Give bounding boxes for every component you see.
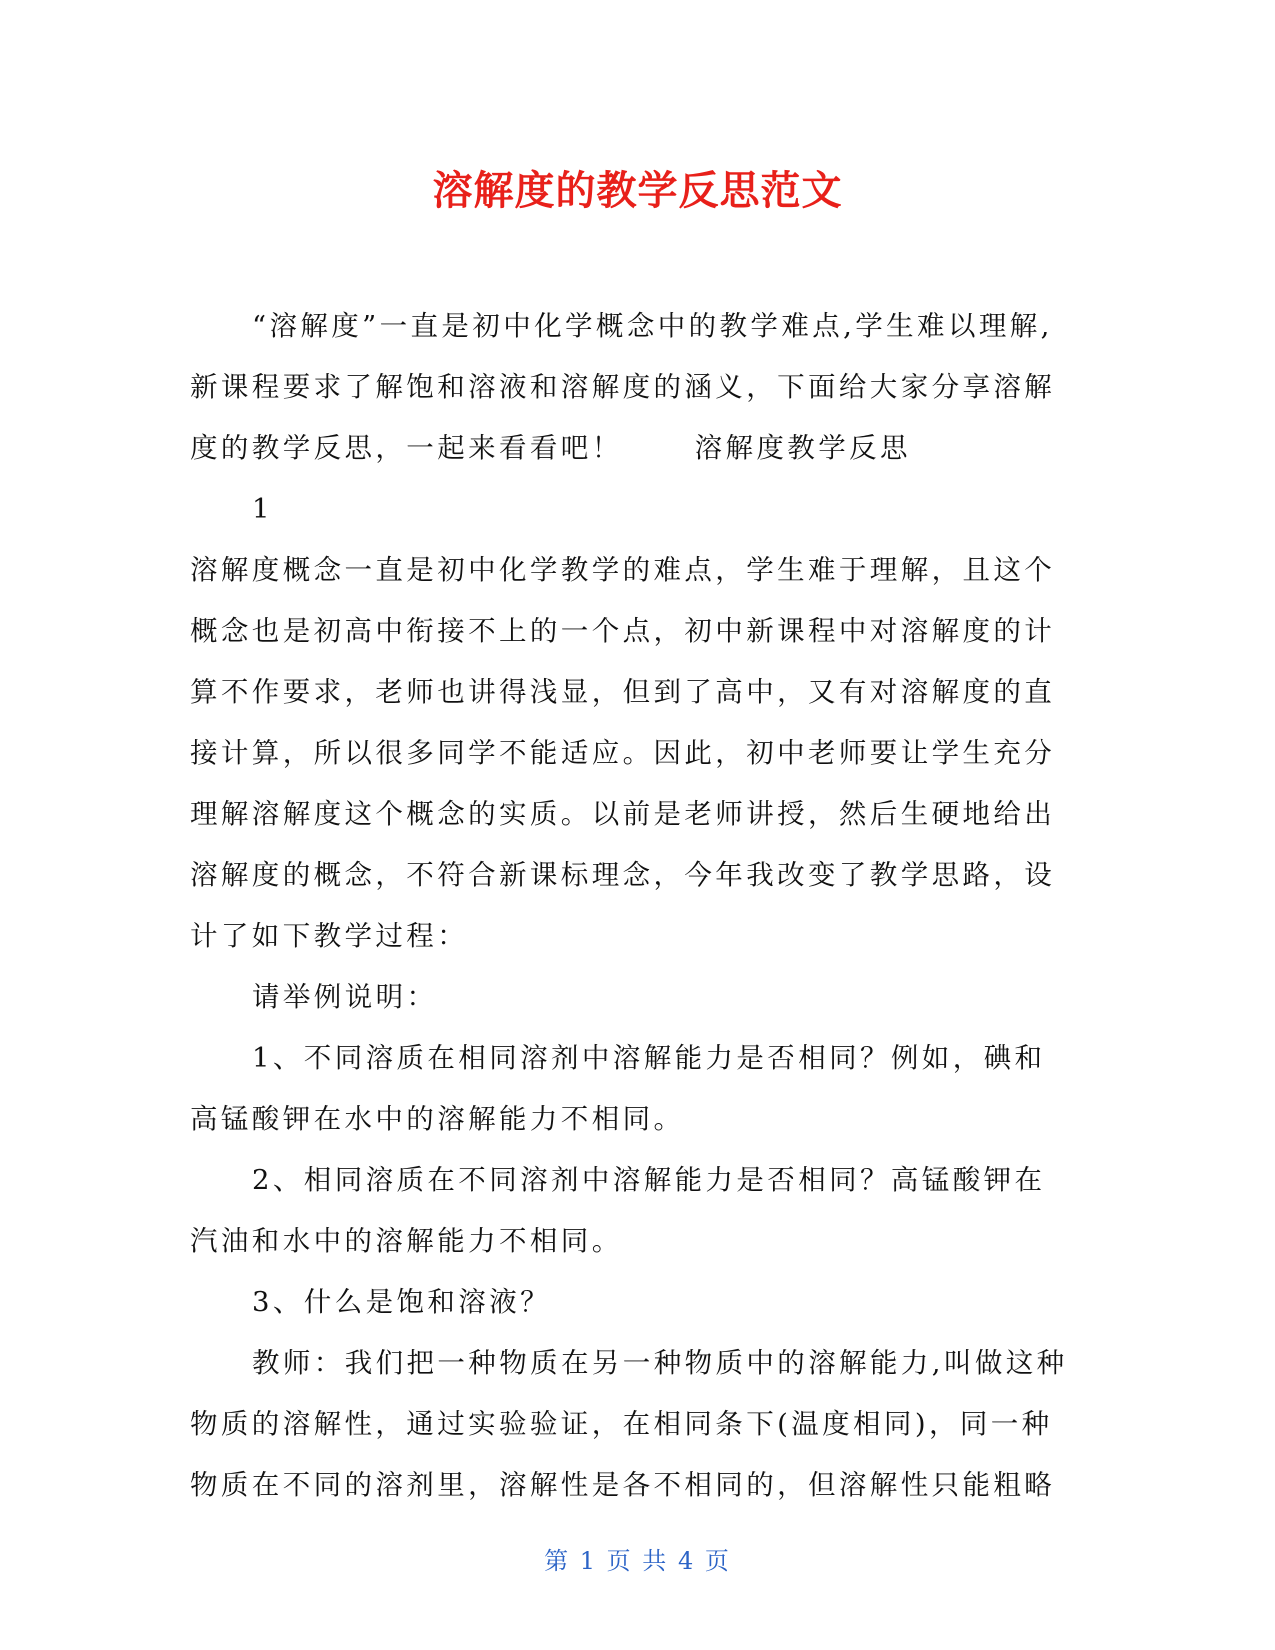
paragraph-6: 教师：我们把一种物质在另一种物质中的溶解能力,叫做这种物质的溶解性，通过实验验证，在相同条下(温度相同)，同一种物质在不同的溶剂里，溶解性是各不相同的，但溶解性只能粗略	[190, 1347, 1068, 1501]
intro-text: “溶解度”一直是初中化学概念中的教学难点,学生难以理解,新课程要求了解饱和溶液和溶解度的涵义，下面给大家分享溶解度的教学反思，一起来看看吧！	[190, 310, 1056, 464]
section-heading: 溶解度教学反思	[694, 432, 911, 464]
paragraph-5: 3、什么是饱和溶液？	[252, 1286, 551, 1318]
section-number: 1	[252, 493, 273, 525]
paragraph-4: 2、相同溶质在不同溶剂中溶解能力是否相同？高锰酸钾在汽油和水中的溶解能力不相同。	[190, 1164, 1046, 1257]
page-number-footer: 第 1 页 共 4 页	[544, 1547, 731, 1575]
paragraph-1: 溶解度概念一直是初中化学教学的难点，学生难于理解，且这个概念也是初高中衔接不上的一个点，初中新课程中对溶解度的计算不作要求，老师也讲得浅显，但到了高中，又有对溶解度的直接计算，所以很多同学不能适应。因此，初中老师要让学生充分理解溶解度这个概念的实质。以前是老师讲授，然后生硬地给出溶解度的概念，不符合新课标理念，今年我改变了教学思路，设计了如下教学过程：	[190, 554, 1056, 952]
intro-paragraph	[190, 296, 1075, 479]
paragraph-3: 1、不同溶质在相同溶剂中溶解能力是否相同？例如，碘和高锰酸钾在水中的溶解能力不相同。	[190, 1042, 1046, 1135]
document-body	[190, 296, 1075, 1516]
paragraph-2: 请举例说明：	[252, 981, 438, 1013]
document-title: 溶解度的教学反思范文	[432, 168, 843, 214]
